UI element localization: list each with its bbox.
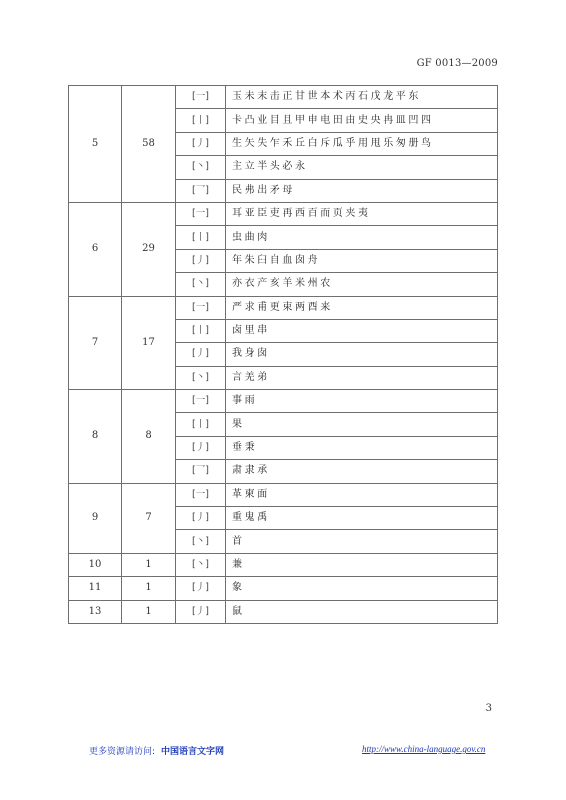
- characters-cell: 事雨: [226, 390, 498, 413]
- characters-cell: 垂秉: [226, 436, 498, 459]
- first-stroke-cell: [丿]: [176, 132, 226, 155]
- characters-cell: 重鬼禹: [226, 507, 498, 530]
- first-stroke-cell: [丶]: [176, 366, 226, 389]
- table-row: [69, 483, 498, 506]
- first-stroke-cell: [丶]: [176, 273, 226, 296]
- characters-cell: 兼: [226, 553, 498, 576]
- stroke-count-cell: 11: [69, 577, 122, 600]
- characters-cell: 首: [226, 530, 498, 553]
- stroke-count-cell: 6: [69, 202, 122, 296]
- first-stroke-cell: [一]: [176, 86, 226, 109]
- characters-cell: 我身囱: [226, 343, 498, 366]
- characters-cell: 玉未末击正甘世本术丙石戊龙平东: [226, 86, 498, 109]
- footer-prefix: 更多资源请访问:: [89, 747, 156, 757]
- character-total-cell: 1: [122, 577, 176, 600]
- table-row: [69, 553, 498, 576]
- table-row: [69, 296, 498, 319]
- table-row: [69, 390, 498, 413]
- characters-cell: 虫曲肉: [226, 226, 498, 249]
- table-row: [69, 86, 498, 109]
- characters-cell: 主立半头必永: [226, 156, 498, 179]
- characters-cell: 肃隶承: [226, 460, 498, 483]
- stroke-table-container: [68, 85, 498, 624]
- character-total-cell: 58: [122, 86, 176, 203]
- stroke-count-cell: 8: [69, 390, 122, 484]
- stroke-count-table: [68, 85, 498, 624]
- characters-cell: 革柬面: [226, 483, 498, 506]
- first-stroke-cell: [丿]: [176, 249, 226, 272]
- character-total-cell: 1: [122, 553, 176, 576]
- first-stroke-cell: [丨]: [176, 109, 226, 132]
- characters-cell: 卤里串: [226, 319, 498, 342]
- character-total-cell: 7: [122, 483, 176, 553]
- footer-site-name[interactable]: 中国语言文字网: [161, 747, 225, 757]
- character-total-cell: 17: [122, 296, 176, 390]
- page-number: 3: [485, 703, 492, 714]
- stroke-count-cell: 13: [69, 600, 122, 623]
- characters-cell: 年朱臼自血囱舟: [226, 249, 498, 272]
- characters-cell: 生矢失乍禾丘白斥瓜乎用甩乐匆册鸟: [226, 132, 498, 155]
- first-stroke-cell: [乛]: [176, 179, 226, 202]
- footer-resource-note: [89, 744, 224, 757]
- footer-url-link[interactable]: http://www.china-language.gov.cn: [362, 744, 486, 754]
- first-stroke-cell: [丿]: [176, 507, 226, 530]
- first-stroke-cell: [丶]: [176, 530, 226, 553]
- stroke-count-cell: 5: [69, 86, 122, 203]
- first-stroke-cell: [一]: [176, 296, 226, 319]
- first-stroke-cell: [乛]: [176, 460, 226, 483]
- first-stroke-cell: [丿]: [176, 343, 226, 366]
- stroke-count-cell: 10: [69, 553, 122, 576]
- stroke-count-cell: 7: [69, 296, 122, 390]
- characters-cell: 耳亚臣吏再西百而页夹夷: [226, 202, 498, 225]
- first-stroke-cell: [一]: [176, 202, 226, 225]
- document-code: GF 0013—2009: [416, 58, 498, 69]
- table-row: [69, 600, 498, 623]
- characters-cell: 象: [226, 577, 498, 600]
- first-stroke-cell: [丨]: [176, 226, 226, 249]
- first-stroke-cell: [丨]: [176, 413, 226, 436]
- character-total-cell: 8: [122, 390, 176, 484]
- character-total-cell: 29: [122, 202, 176, 296]
- table-row: [69, 202, 498, 225]
- characters-cell: 严求甫更束两酉来: [226, 296, 498, 319]
- characters-cell: 亦衣产亥羊米州农: [226, 273, 498, 296]
- characters-cell: 言羌弟: [226, 366, 498, 389]
- first-stroke-cell: [丨]: [176, 319, 226, 342]
- first-stroke-cell: [丿]: [176, 577, 226, 600]
- characters-cell: 民弗出矛母: [226, 179, 498, 202]
- characters-cell: 卡凸业目且甲申电田由史央冉皿凹四: [226, 109, 498, 132]
- first-stroke-cell: [丶]: [176, 553, 226, 576]
- table-row: [69, 577, 498, 600]
- first-stroke-cell: [丿]: [176, 436, 226, 459]
- characters-cell: 果: [226, 413, 498, 436]
- character-total-cell: 1: [122, 600, 176, 623]
- first-stroke-cell: [丶]: [176, 156, 226, 179]
- stroke-table-body: [69, 86, 498, 624]
- first-stroke-cell: [一]: [176, 483, 226, 506]
- characters-cell: 鼠: [226, 600, 498, 623]
- stroke-count-cell: 9: [69, 483, 122, 553]
- first-stroke-cell: [丿]: [176, 600, 226, 623]
- first-stroke-cell: [一]: [176, 390, 226, 413]
